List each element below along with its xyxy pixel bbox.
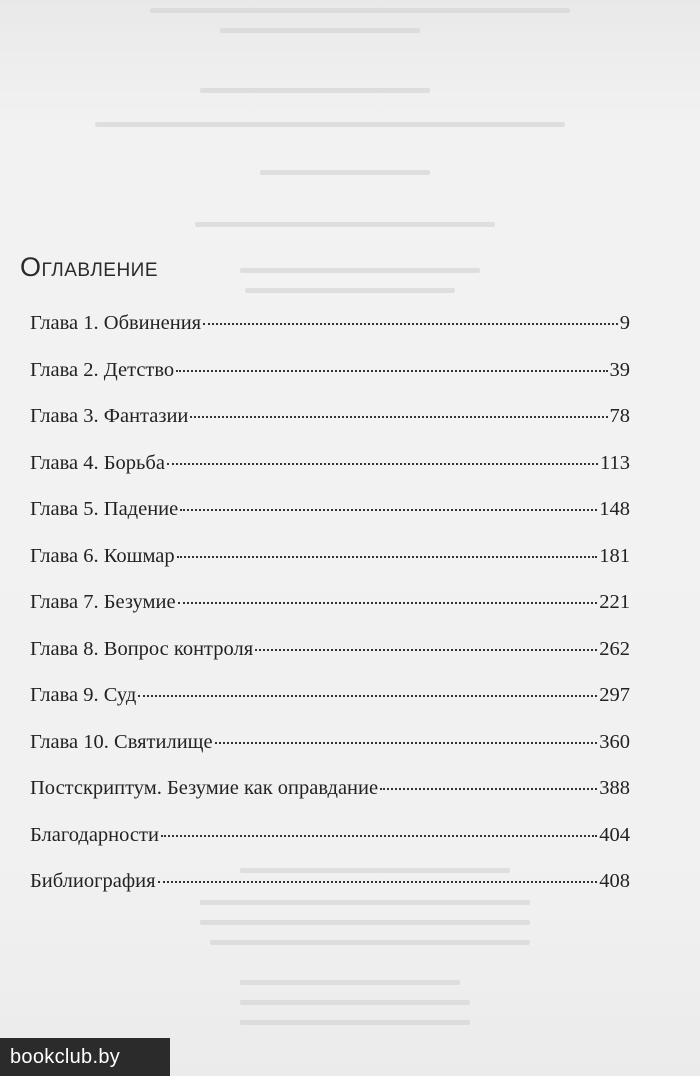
dot-leader — [167, 463, 598, 465]
toc-entry-page: 78 — [609, 405, 630, 427]
toc-entry-page: 262 — [599, 637, 630, 660]
bleed-through-line — [240, 268, 480, 273]
toc-entry — [30, 359, 630, 406]
bleed-through-line — [240, 1020, 470, 1025]
toc-entry-title: Глава 7. Безумие — [30, 591, 176, 613]
bleed-through-line — [240, 1000, 470, 1005]
toc-entry — [30, 638, 630, 685]
toc-entry-title: Глава 9. Суд — [30, 684, 137, 706]
watermark-logo: bookclub.by — [0, 1038, 170, 1076]
bleed-through-line — [200, 88, 430, 93]
dot-leader — [178, 602, 598, 604]
dot-leader — [158, 881, 598, 883]
toc-entry-page: 297 — [599, 684, 630, 706]
toc-entry — [30, 405, 630, 452]
dot-leader — [180, 509, 597, 511]
toc-entry-page: 148 — [599, 498, 630, 520]
toc-entry — [30, 731, 630, 778]
toc-entry-title: Глава 10. Святилище — [30, 730, 213, 753]
toc-entry-page: 113 — [600, 451, 630, 474]
dot-leader — [161, 835, 597, 837]
toc-entry-page: 9 — [619, 312, 630, 334]
dot-leader — [255, 649, 597, 651]
bleed-through-line — [240, 980, 460, 985]
toc-entry-page: 360 — [599, 730, 630, 753]
toc-entry-title: Глава 2. Детство — [30, 358, 175, 381]
toc-entry — [30, 452, 630, 499]
toc-heading: Оглавление — [20, 252, 159, 282]
bleed-through-line — [200, 920, 530, 925]
toc-entry — [30, 312, 630, 359]
toc-entry-title: Благодарности — [30, 823, 159, 846]
toc-entry — [30, 545, 630, 592]
dot-leader — [138, 695, 597, 697]
dot-leader — [203, 323, 618, 325]
toc-entry-page: 181 — [599, 544, 630, 567]
toc-entry-title: Глава 8. Вопрос контроля — [30, 637, 254, 660]
toc-entry — [30, 498, 630, 545]
toc-entry-page: 39 — [609, 358, 630, 381]
toc-entry-title: Глава 6. Кошмар — [30, 544, 175, 567]
toc-entry-page: 388 — [599, 777, 630, 799]
bleed-through-line — [195, 222, 495, 227]
bleed-through-line — [260, 170, 430, 175]
toc-entry — [30, 824, 630, 871]
toc-entry — [30, 591, 630, 638]
toc-entry-title: Библиография — [30, 870, 156, 892]
bleed-through-line — [95, 122, 565, 127]
dot-leader — [215, 742, 598, 744]
dot-leader — [190, 416, 607, 418]
toc-entry — [30, 870, 630, 917]
table-of-contents — [30, 312, 630, 917]
toc-entry-title: Глава 5. Падение — [30, 498, 179, 520]
toc-entry — [30, 684, 630, 731]
toc-entry-title: Глава 1. Обвинения — [30, 312, 202, 334]
toc-entry-page: 404 — [599, 823, 630, 846]
dot-leader — [380, 788, 597, 790]
toc-entry-title: Глава 3. Фантазии — [30, 405, 189, 427]
bleed-through-line — [245, 288, 455, 293]
toc-entry-page: 408 — [599, 870, 630, 892]
dot-leader — [177, 556, 598, 558]
toc-entry-title: Глава 4. Борьба — [30, 451, 165, 474]
toc-entry-title: Постскриптум. Безумие как оправдание — [30, 777, 379, 799]
bleed-through-line — [220, 28, 420, 33]
toc-entry-page: 221 — [599, 591, 630, 613]
bleed-through-line — [210, 940, 530, 945]
dot-leader — [176, 370, 607, 372]
bleed-through-line — [150, 8, 570, 13]
toc-entry — [30, 777, 630, 824]
